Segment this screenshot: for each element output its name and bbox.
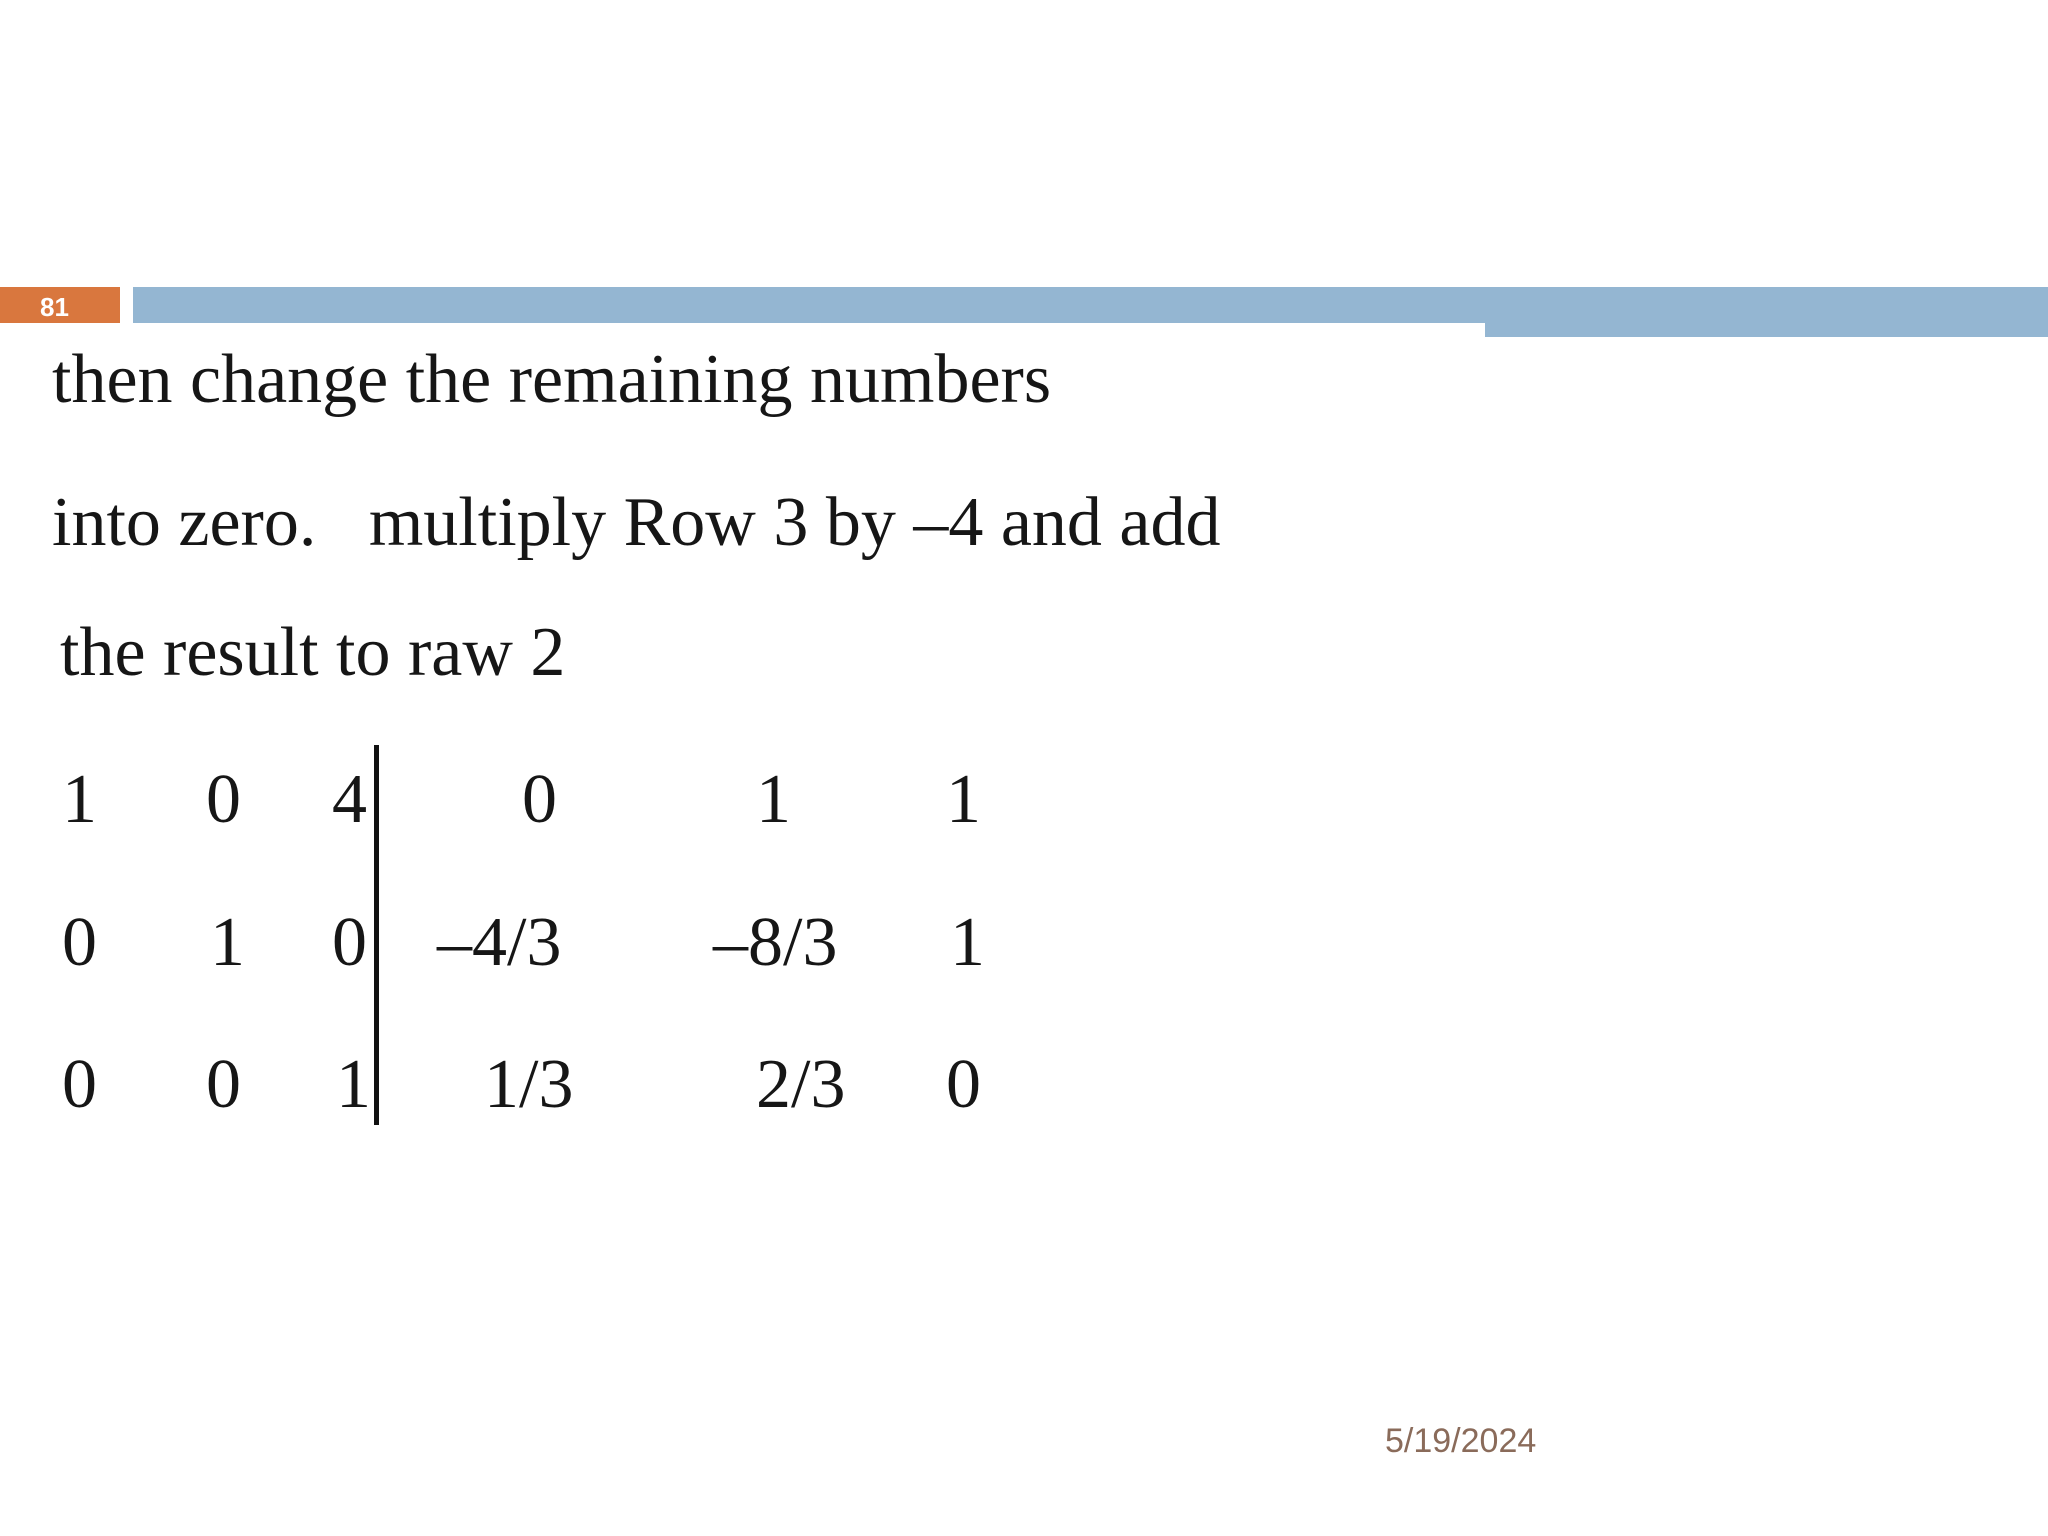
matrix-cell: 2/3 bbox=[756, 1046, 846, 1123]
matrix-cell: 0 bbox=[522, 761, 557, 838]
matrix-cell: 1 bbox=[756, 761, 791, 838]
matrix-cell: 0 bbox=[332, 904, 367, 981]
title-bar-extension bbox=[1485, 323, 2048, 337]
matrix-cell: –4/3 bbox=[437, 904, 562, 981]
matrix-cell: 1 bbox=[62, 761, 97, 838]
matrix-cell: 0 bbox=[946, 1046, 981, 1123]
matrix-cell: 0 bbox=[62, 904, 97, 981]
slide-number: 81 bbox=[40, 292, 69, 322]
slide-number-badge bbox=[0, 287, 120, 323]
matrix-cell: 0 bbox=[62, 1046, 97, 1123]
matrix-cell: 4 bbox=[332, 761, 367, 838]
title-bar bbox=[133, 287, 2048, 323]
matrix-cell: 0 bbox=[206, 761, 241, 838]
matrix-cell: 1 bbox=[210, 904, 245, 981]
matrix-cell: –8/3 bbox=[713, 904, 838, 981]
matrix-divider-line bbox=[374, 745, 379, 1125]
matrix-cell: 1 bbox=[336, 1046, 371, 1123]
matrix-cell: 0 bbox=[206, 1046, 241, 1123]
instruction-line-1: then change the remaining numbers bbox=[52, 341, 1052, 418]
instruction-line-3: the result to raw 2 bbox=[60, 614, 566, 691]
content-panel bbox=[18, 323, 1485, 1143]
slide-date: 5/19/2024 bbox=[1385, 1422, 1537, 1460]
matrix-cell: 1 bbox=[946, 761, 981, 838]
instruction-line-2: into zero. multiply Row 3 by –4 and add bbox=[52, 484, 1221, 561]
matrix-cell: 1/3 bbox=[484, 1046, 574, 1123]
matrix-cell: 1 bbox=[950, 904, 985, 981]
